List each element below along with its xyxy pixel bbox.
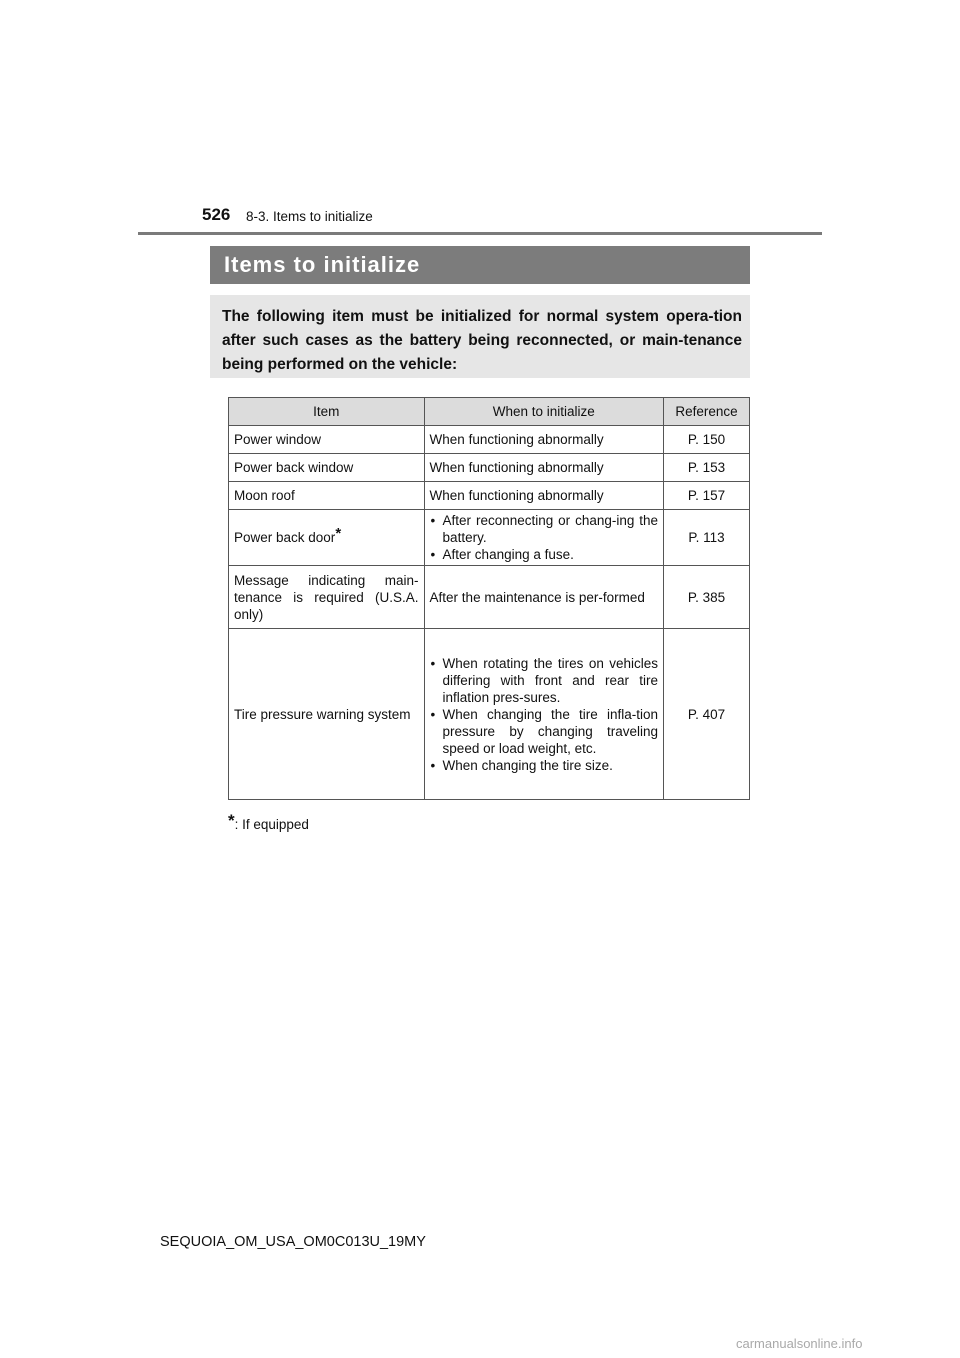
cell-when [424,510,664,566]
cell-item: Moon roof [229,482,425,510]
table-row [229,510,750,566]
watermark: carmanualsonline.info [736,1336,863,1351]
cell-item [229,510,425,566]
cell-when: When functioning abnormally [424,426,664,454]
footnote-marker: * [228,811,235,830]
cell-reference: P. 385 [664,566,750,629]
cell-reference: P. 113 [664,510,750,566]
table-row [229,566,750,629]
page-title: Items to initialize [224,252,421,277]
footnote-marker: * [335,525,342,542]
bullet-item: • After changing a fuse. [430,546,659,563]
cell-reference: P. 407 [664,629,750,800]
table-row [229,454,750,482]
section-label: 8-3. Items to initialize [246,209,373,224]
cell-when: When functioning abnormally [424,482,664,510]
bullet-item: • When changing the tire size. [430,757,659,774]
cell-when: When functioning abnormally [424,454,664,482]
cell-reference: P. 157 [664,482,750,510]
cell-when: After the maintenance is per-formed [424,566,664,629]
page-number: 526 [202,205,231,224]
item-text: Power back door [234,530,336,545]
cell-when [424,629,664,800]
cell-item: Power window [229,426,425,454]
cell-item: Tire pressure warning system [229,629,425,800]
footnote [228,811,309,834]
intro-text: The following item must be initialized for normal system opera-tion after such cases as the battery being reconnected, or main-tenance being performed on the vehicle: [222,308,742,373]
cell-item: Message indicating main-tenance is required (U.S.A. only) [229,566,425,629]
header-rule [138,232,822,235]
header-reference: Reference [664,398,750,426]
bullet-item: • When rotating the tires on vehicles differing with front and rear tire inflation pres-sures. [430,655,659,706]
table-row [229,482,750,510]
cell-item: Power back window [229,454,425,482]
title-bar [210,246,750,284]
table-row [229,426,750,454]
header-when: When to initialize [424,398,664,426]
header-item: Item [229,398,425,426]
bullet-item: • After reconnecting or chang-ing the battery. [430,512,659,546]
bullet-item: • When changing the tire infla-tion pressure by changing traveling speed or load weight, etc. [430,706,659,757]
table-row [229,629,750,800]
intro-box [210,295,750,378]
cell-reference: P. 153 [664,454,750,482]
footer-code: SEQUOIA_OM_USA_OM0C013U_19MY [160,1234,426,1250]
cell-reference: P. 150 [664,426,750,454]
table-header-row [229,398,750,426]
footnote-text: : If equipped [234,817,309,832]
items-table [228,397,750,800]
